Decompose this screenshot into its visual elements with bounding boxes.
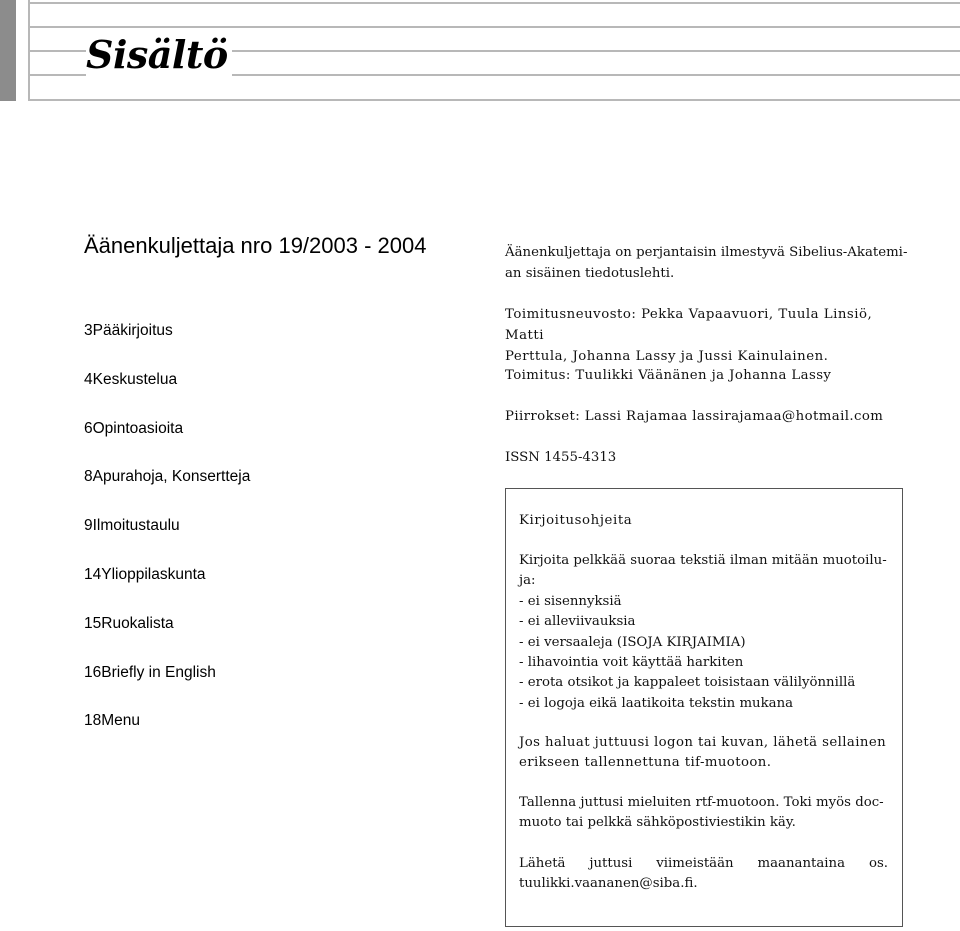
- colophon-editors: Toimitus: Tuulikki Väänänen ja Johanna Lassy: [505, 368, 832, 383]
- list-item: - ei sisennyksiä: [519, 593, 622, 609]
- toc-page-number: 18: [84, 712, 102, 730]
- toc-label: Pääkirjoitus: [92, 322, 173, 339]
- toc-page-number: 15: [84, 614, 102, 632]
- text-line: Tallenna juttusi mieluiten rtf-muotoon. Toki myös doc-: [519, 795, 884, 810]
- toc-item[interactable]: [84, 566, 250, 615]
- text-line: [519, 854, 888, 874]
- guidelines-rules: [519, 551, 888, 714]
- list-item: - ei alleviivauksia: [519, 614, 636, 630]
- toc-label: Ruokalista: [101, 614, 174, 632]
- page-title: Sisältö: [86, 32, 232, 77]
- text-line: Äänenkuljettaja on perjantaisin ilmestyvä Sibelius-Akatemi-: [505, 245, 908, 260]
- text-line: Perttula, Johanna Lassy ja Jussi Kainulainen.: [505, 349, 829, 364]
- guidelines-logo-note: [519, 733, 888, 774]
- guidelines-heading: Kirjoitusohjeita: [519, 513, 633, 528]
- toc-page-number: 9: [84, 517, 93, 535]
- text-line: muoto tai pelkkä sähköpostiviestikin käy.: [519, 815, 796, 831]
- word: Lähetä: [519, 856, 566, 871]
- toc-label: Briefly in English: [101, 663, 216, 681]
- text-line: erikseen tallennettuna tif-muotoon.: [519, 755, 772, 771]
- toc-page-number: 3: [84, 322, 93, 339]
- staff-line: [28, 99, 960, 101]
- toc-page-number: 16: [84, 663, 102, 681]
- text-line: Toimitusneuvosto: Pekka Vapaavuori, Tuula Linsiö, Matti: [505, 307, 873, 343]
- list-item: - erota otsikot ja kappaleet toisistaan välilyönnillä: [519, 675, 856, 691]
- colophon-drawings: Piirrokset: Lassi Rajamaa lassirajamaa@hotmail.com: [505, 409, 884, 424]
- toc-item[interactable]: [84, 664, 250, 713]
- word: viimeistään: [656, 856, 734, 871]
- text-line: ja:: [519, 573, 536, 589]
- toc-label: Ilmoitustaulu: [92, 517, 180, 535]
- toc-item[interactable]: [84, 371, 250, 420]
- toc-item[interactable]: [84, 517, 250, 566]
- list-item: - ei logoja eikä laatikoita tekstin mukana: [519, 695, 794, 711]
- toc-item[interactable]: [84, 322, 250, 371]
- toc-item[interactable]: [84, 468, 250, 517]
- toc-page-number: 14: [84, 565, 102, 583]
- table-of-contents: [84, 322, 250, 761]
- toc-label: Keskustelua: [92, 370, 178, 388]
- guidelines-send-note: [519, 854, 888, 895]
- rules-list: [519, 592, 888, 714]
- issue-title: Äänenkuljettaja nro 19/2003 - 2004: [84, 233, 427, 258]
- staff-line: [28, 26, 960, 28]
- toc-label: Apurahoja, Konsertteja: [92, 468, 251, 486]
- writing-guidelines-box: [505, 488, 903, 927]
- toc-page-number: 6: [84, 419, 93, 437]
- toc-page-number: 8: [84, 468, 93, 486]
- word: maanantaina: [757, 856, 846, 871]
- word: os.: [868, 856, 888, 871]
- header-gray-bar: [0, 0, 16, 101]
- toc-item[interactable]: [84, 420, 250, 469]
- colophon-board: [505, 304, 910, 367]
- text-line: Kirjoita pelkkää suoraa tekstiä ilman mitään muotoilu-: [519, 553, 887, 568]
- guidelines-format-note: [519, 793, 888, 834]
- toc-item[interactable]: [84, 615, 250, 664]
- text-line: Jos haluat juttuusi logon tai kuvan, lähetä sellainen: [519, 735, 887, 750]
- toc-label: Menu: [101, 712, 141, 730]
- toc-label: Ylioppilaskunta: [101, 565, 206, 583]
- toc-label: Opintoasioita: [92, 419, 184, 437]
- colophon-intro: [505, 242, 910, 284]
- toc-item[interactable]: [84, 712, 250, 761]
- list-item: - lihavointia voit käyttää harkiten: [519, 655, 744, 671]
- email-address[interactable]: tuulikki.vaananen@siba.fi.: [519, 876, 698, 892]
- list-item: - ei versaaleja (ISOJA KIRJAIMIA): [519, 634, 746, 650]
- staff-line: [28, 2, 960, 4]
- text-line: an sisäinen tiedotuslehti.: [505, 266, 675, 281]
- toc-page-number: 4: [84, 370, 93, 388]
- colophon-issn: ISSN 1455-4313: [505, 450, 617, 465]
- word: juttusi: [589, 856, 633, 871]
